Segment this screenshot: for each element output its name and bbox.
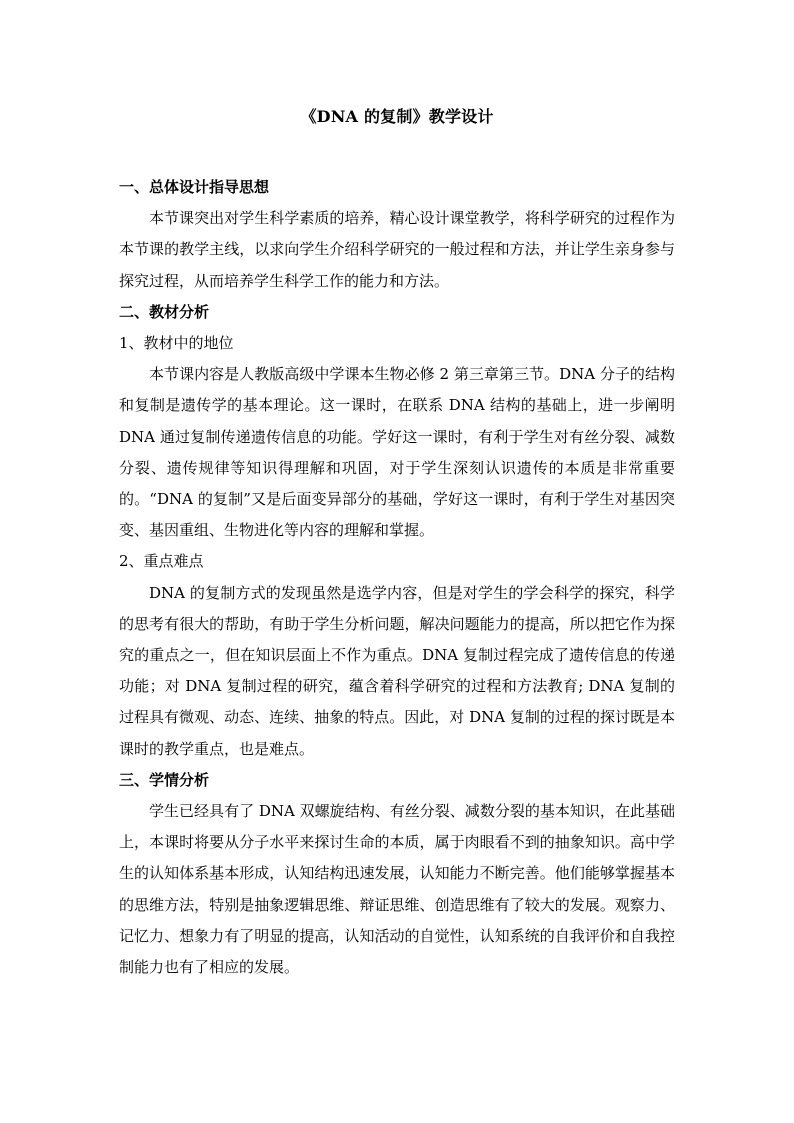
subsection-heading-textbook-position: 1、教材中的地位 [119, 334, 234, 353]
subsection-heading-key-points: 2、重点难点 [119, 552, 204, 571]
section-heading-overall-design: 一、总体设计指导思想 [119, 178, 270, 196]
document-body [119, 172, 675, 983]
document-title: 《DNA 的复制》教学设计 [300, 107, 494, 126]
paragraph-key-points: DNA 的复制方式的发现虽然是选学内容，但是对学生的学会科学的探究，科学的思考有很大的帮助，有助于学生分析问题，解决问题能力的提高，所以把它作为探究的重点之一，但在知识层面上不作为重点。DNA 复制过程完成了遗传信息的传递功能；对 DNA 复制过程的研究，蕴含着科学研究的过程和方法教育; DNA 复制的过程具有微观、动态、连续、抽象的特点。因此，对 DNA 复制的过程的探讨既是本课时的教学重点，也是难点。 [119, 583, 675, 758]
paragraph-textbook-position: 本节课内容是人教版高级中学课本生物必修 2 第三章第三节。DNA 分子的结构和复制是遗传学的基本理论。这一课时，在联系 DNA 结构的基础上，进一步阐明 DNA 通过复制传递遗传信息的功能。学好这一课时，有利于学生对有丝分裂、减数分裂、遗传规律等知识得理解和巩固，对于学生深刻认识遗传的本质是非常重要的。“DNA 的复制”又是后面变异部分的基础，学好这一课时，有利于学生对基因突变、基因重组、生物进化等内容的理解和掌握。 [119, 365, 675, 540]
paragraph-overall-design: 本节课突出对学生科学素质的培养，精心设计课堂教学，将科学研究的过程作为本节课的教学主线，以求向学生介绍科学研究的一般过程和方法，并让学生亲身参与探究过程，从而培养学生科学工作的能力和方法。 [119, 209, 675, 290]
section-heading-textbook-analysis: 二、教材分析 [119, 302, 210, 321]
section-heading-student-analysis: 三、学情分析 [119, 770, 210, 789]
paragraph-student-analysis: 学生已经具有了 DNA 双螺旋结构、有丝分裂、减数分裂的基本知识，在此基础上，本课时将要从分子水平来探讨生命的本质，属于肉眼看不到的抽象知识。高中学生的认知体系基本形成，认知结构迅速发展，认知能力不断完善。他们能够掌握基本的思维方法，特别是抽象逻辑思维、辩证思维、创造思维有了较大的发展。观察力、记忆力、想象力有了明显的提高，认知活动的自觉性，认知系统的自我评价和自我控制能力也有了相应的发展。 [119, 802, 675, 977]
